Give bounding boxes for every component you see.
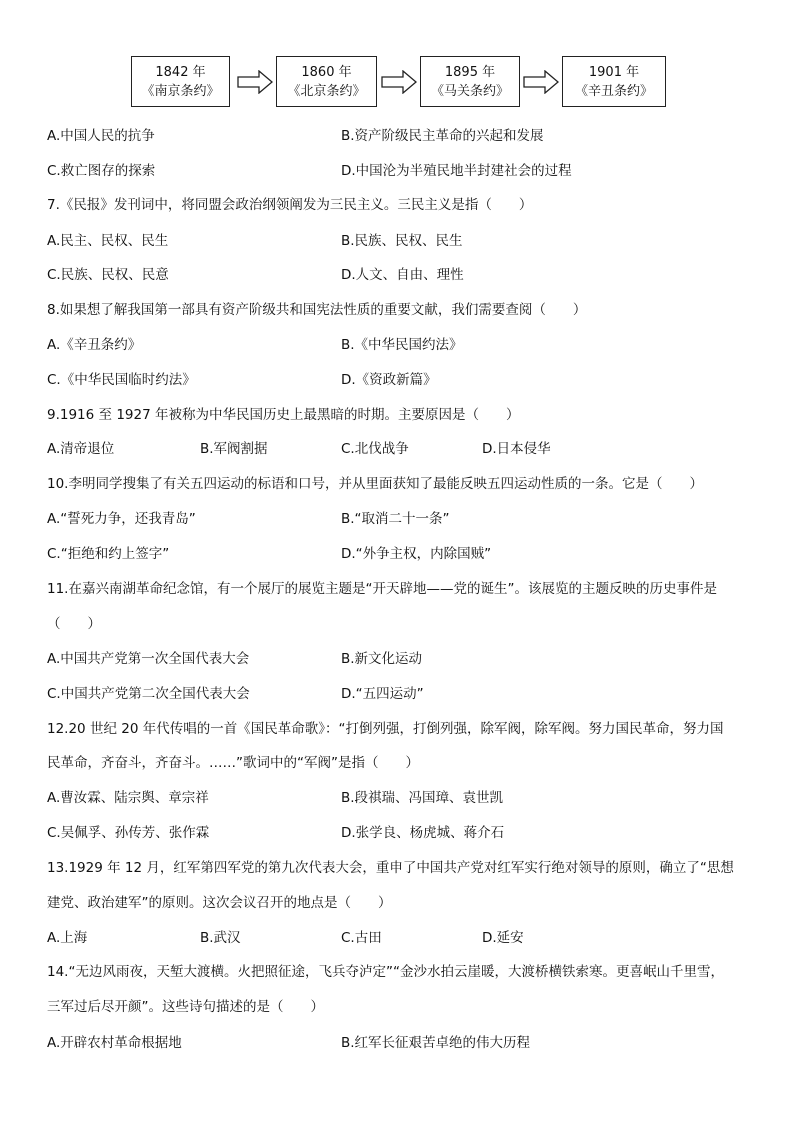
q10-option-b: B.“取消二十一条”: [341, 511, 450, 527]
q12-option-d: D.张学良、杨虎城、蒋介石: [341, 825, 505, 841]
arrow-right-icon: [381, 70, 417, 94]
flow-year: 1895 年: [444, 64, 496, 80]
arrow-right-icon: [523, 70, 559, 94]
q13-option-d: D.延安: [482, 930, 524, 946]
q13-stem-line1: 13.1929 年 12 月，红军第四军党的第九次代表大会，重申了中国共产党对红军实行绝对领导的原则，确立了“思想: [47, 860, 734, 876]
q11-stem-line1: 11.在嘉兴南湖革命纪念馆，有一个展厅的展览主题是“开天辟地——党的诞生”。该展览的主题反映的历史事件是: [47, 581, 717, 597]
q11-option-c: C.中国共产党第二次全国代表大会: [47, 686, 250, 702]
q9-option-d: D.日本侵华: [482, 441, 551, 457]
q14-stem-line1: 14.“无边风雨夜，天堑大渡横。火把照征途，飞兵夺泸定”“金沙水拍云崖暖，大渡桥横铁索寒。更喜岷山千里雪，: [47, 964, 724, 980]
flow-box-1895: [420, 56, 520, 107]
q13-stem-line2: 建党、政治建军”的原则。这次会议召开的地点是（ ）: [47, 895, 392, 911]
treaty-flow-row: [131, 56, 666, 109]
q6-option-c: C.救亡图存的探索: [47, 163, 156, 179]
q8-option-c: C.《中华民国临时约法》: [47, 372, 196, 388]
q14-option-a: A.开辟农村革命根据地: [47, 1035, 182, 1051]
q10-stem: 10.李明同学搜集了有关五四运动的标语和口号，并从里面获知了最能反映五四运动性质的一条。它是（ ）: [47, 476, 703, 492]
flow-box-1860-inner: [276, 56, 377, 107]
flow-year: 1860 年: [301, 64, 352, 80]
q12-option-b: B.段祺瑞、冯国璋、袁世凯: [341, 790, 504, 806]
q12-stem-line2: 民革命，齐奋斗，齐奋斗。……”歌词中的“军阀”是指（ ）: [47, 755, 419, 771]
q12-option-c: C.吴佩孚、孙传芳、张作霖: [47, 825, 210, 841]
q7-option-a: A.民主、民权、民生: [47, 233, 169, 249]
q7-option-b: B.民族、民权、民生: [341, 233, 463, 249]
flow-treaty: 《北京条约》: [287, 83, 366, 99]
q6-option-d: D.中国沦为半殖民地半封建社会的过程: [341, 163, 572, 179]
q9-stem: 9.1916 至 1927 年被称为中华民国历史上最黑暗的时期。主要原因是（ ）: [47, 407, 520, 423]
q9-option-c: C.北伐战争: [341, 441, 409, 457]
q14-option-b: B.红军长征艰苦卓绝的伟大历程: [341, 1035, 531, 1051]
q6-option-a: A.中国人民的抗争: [47, 128, 155, 144]
q11-option-d: D.“五四运动”: [341, 686, 424, 702]
q9-option-a: A.清帝退位: [47, 441, 115, 457]
q13-option-c: C.古田: [341, 930, 382, 946]
q8-option-d: D.《资政新篇》: [341, 372, 437, 388]
q12-stem-line1: 12.20 世纪 20 年代传唱的一首《国民革命歌》：“打倒列强，打倒列强，除军阀，除军阀。努力国民革命，努力国: [47, 721, 724, 737]
q10-option-a: A.“誓死力争，还我青岛”: [47, 511, 196, 527]
flow-box-1901: [562, 56, 666, 107]
q10-option-c: C.“拒绝和约上签字”: [47, 546, 170, 562]
q13-option-b: B.武汉: [200, 930, 241, 946]
flow-treaty: 《马关条约》: [430, 83, 509, 99]
q10-option-d: D.“外争主权，内除国贼”: [341, 546, 492, 562]
q12-option-a: A.曹汝霖、陆宗舆、章宗祥: [47, 790, 209, 806]
q11-option-b: B.新文化运动: [341, 651, 423, 667]
q11-stem-line2: （ ）: [47, 616, 101, 632]
q13-option-a: A.上海: [47, 930, 88, 946]
q7-option-c: C.民族、民权、民意: [47, 267, 169, 283]
q11-option-a: A.中国共产党第一次全国代表大会: [47, 651, 250, 667]
flow-year: 1842 年: [155, 64, 206, 80]
flow-treaty: 《辛丑条约》: [574, 83, 653, 99]
q6-option-b: B.资产阶级民主革命的兴起和发展: [341, 128, 544, 144]
q14-stem-line2: 三军过后尽开颜”。这些诗句描述的是（ ）: [47, 999, 324, 1015]
flow-treaty: 《南京条约》: [141, 83, 220, 99]
q7-stem: 7.《民报》发刊词中，将同盟会政治纲领阐发为三民主义。三民主义是指（ ）: [47, 197, 533, 213]
q8-option-b: B.《中华民国约法》: [341, 337, 463, 353]
q9-option-b: B.军阀割据: [200, 441, 268, 457]
q8-stem: 8.如果想了解我国第一部具有资产阶级共和国宪法性质的重要文献，我们需要查阅（ ）: [47, 302, 587, 318]
q7-option-d: D.人文、自由、理性: [341, 267, 464, 283]
flow-year: 1901 年: [588, 64, 640, 80]
q8-option-a: A.《辛丑条约》: [47, 337, 142, 353]
